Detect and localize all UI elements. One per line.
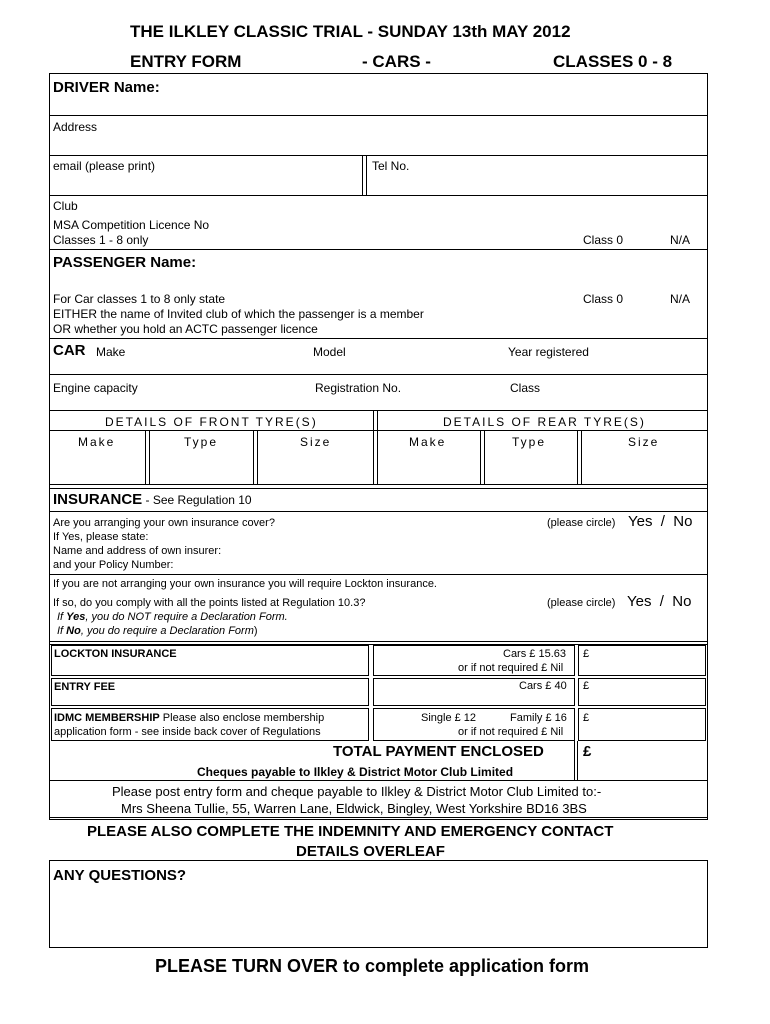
year-label: Year registered	[508, 345, 589, 359]
insurance-title: INSURANCE	[53, 491, 143, 508]
total-pound: £	[583, 743, 592, 760]
idmc-pound: £	[583, 712, 590, 724]
front-type-label: Type	[184, 435, 219, 449]
classes-label: CLASSES 0 - 8	[553, 52, 673, 71]
tel-field[interactable]	[420, 157, 700, 193]
front-make-field[interactable]	[51, 452, 143, 482]
licence-field[interactable]	[230, 216, 570, 246]
passenger-class0-label: Class 0	[583, 292, 624, 306]
rear-size-label: Size	[628, 435, 660, 449]
lockton-insurance-label: LOCKTON INSURANCE	[54, 648, 177, 660]
indemnity-line1: PLEASE ALSO COMPLETE THE INDEMNITY AND EMERGENCY CONTACT	[87, 823, 614, 840]
passenger-name-label: PASSENGER Name:	[53, 254, 197, 271]
passenger-na-label: N/A	[670, 292, 691, 306]
entry-cars-fee: Cars £ 40	[519, 680, 567, 692]
entry-pound: £	[583, 680, 590, 692]
insurer-label: Name and address of own insurer:	[53, 545, 222, 557]
address-label: Address	[53, 120, 98, 134]
registration-label: Registration No.	[315, 381, 402, 395]
indemnity-line2: DETAILS OVERLEAF	[296, 843, 445, 860]
lockton-nil: or if not required £ Nil	[458, 662, 564, 674]
cheques-payable-note: Cheques payable to Ilkley & District Motor Club Limited	[197, 765, 514, 779]
passenger-name-field[interactable]	[220, 252, 700, 286]
front-size-field[interactable]	[259, 452, 371, 482]
front-make-label: Make	[78, 435, 116, 449]
tel-label: Tel No.	[372, 159, 410, 173]
car-year-field[interactable]	[600, 341, 700, 371]
if-no-declaration: If No, you do require a Declaration Form)	[57, 625, 258, 637]
front-tyre-header: DETAILS OF FRONT TYRE(S)	[105, 415, 318, 429]
rear-tyre-header: DETAILS OF REAR TYRE(S)	[443, 415, 646, 429]
entry-form-label: ENTRY FORM	[130, 52, 242, 71]
entry-amount-field[interactable]	[595, 680, 703, 704]
licence-label: MSA Competition Licence No	[53, 218, 210, 232]
insurance-if-yes: If Yes, please state:	[53, 531, 149, 543]
club-label: Club	[53, 199, 78, 213]
insurance-q1: Are you arranging your own insurance cover?	[53, 517, 275, 529]
insurer-field[interactable]	[240, 543, 700, 557]
lockton-cars-fee: Cars £ 15.63	[503, 648, 566, 660]
idmc-membership-label: IDMC MEMBERSHIP Please also enclose membership	[54, 712, 325, 724]
classes-only-label: Classes 1 - 8 only	[53, 233, 149, 247]
policy-label: and your Policy Number:	[53, 559, 174, 571]
insurance-q2: If so, do you comply with all the points listed at Regulation 10.3?	[53, 597, 366, 609]
front-type-field[interactable]	[151, 452, 251, 482]
entry-fee-label: ENTRY FEE	[54, 681, 116, 693]
idmc-amount-field[interactable]	[595, 710, 703, 739]
idmc-family-fee: Family £ 16	[510, 712, 567, 724]
engine-field[interactable]	[150, 377, 305, 407]
idmc-single-fee: Single £ 12	[421, 712, 477, 724]
form-title: THE ILKLEY CLASSIC TRIAL - SUNDAY 13th MAY 2012	[130, 22, 571, 41]
insurance-circle-1: (please circle)	[547, 517, 616, 529]
lockton-amount-field[interactable]	[595, 647, 703, 674]
rear-size-field[interactable]	[583, 452, 706, 482]
car-make-field[interactable]	[135, 341, 305, 371]
insurance-heading	[53, 491, 252, 509]
insurance-circle-2: (please circle)	[547, 597, 616, 609]
passenger-line1: For Car classes 1 to 8 only state	[53, 292, 226, 306]
na-label: N/A	[670, 233, 691, 247]
club-field[interactable]	[90, 197, 700, 213]
rear-make-label: Make	[409, 435, 447, 449]
post-address: Mrs Sheena Tullie, 55, Warren Lane, Eldwick, Bingley, West Yorkshire BD16 3BS	[121, 801, 587, 816]
yes-no-option-2[interactable]: Yes / No	[627, 593, 692, 610]
make-label: Make	[96, 345, 126, 359]
idmc-line2: application form - see inside back cover of Regulations	[54, 726, 321, 738]
yes-no-option-1[interactable]: Yes / No	[628, 513, 693, 530]
total-amount-field[interactable]	[600, 743, 703, 777]
rear-make-field[interactable]	[379, 452, 478, 482]
registration-field[interactable]	[410, 377, 505, 407]
insurance-regulation: - See Regulation 10	[142, 493, 252, 507]
cars-label: - CARS -	[362, 52, 431, 71]
address-field[interactable]	[110, 117, 700, 153]
email-field[interactable]	[170, 157, 360, 193]
questions-field[interactable]	[53, 888, 703, 944]
post-instructions-line1: Please post entry form and cheque payable to Ilkley & District Motor Club Limited to:-	[112, 784, 602, 799]
driver-name-label: DRIVER Name:	[53, 79, 160, 96]
class-field[interactable]	[545, 377, 700, 407]
any-questions-label: ANY QUESTIONS?	[53, 867, 187, 884]
rear-type-label: Type	[512, 435, 547, 449]
driver-name-field[interactable]	[200, 76, 700, 112]
front-size-label: Size	[300, 435, 332, 449]
email-label: email (please print)	[53, 159, 156, 173]
car-label: CAR	[53, 342, 86, 359]
class-label: Class	[510, 381, 541, 395]
model-label: Model	[313, 345, 346, 359]
if-yes-declaration: If Yes, you do NOT require a Declaration Form.	[57, 611, 288, 623]
total-payment-label: TOTAL PAYMENT ENCLOSED	[333, 743, 544, 760]
passenger-line3: OR whether you hold an ACTC passenger licence	[53, 322, 318, 336]
rear-type-field[interactable]	[486, 452, 575, 482]
car-model-field[interactable]	[355, 341, 500, 371]
idmc-nil: or if not required £ Nil	[458, 726, 564, 738]
passenger-line2: EITHER the name of Invited club of which the passenger is a member	[53, 307, 424, 321]
lockton-pound: £	[583, 648, 590, 660]
engine-label: Engine capacity	[53, 381, 138, 395]
class0-label: Class 0	[583, 233, 624, 247]
policy-field[interactable]	[190, 557, 700, 571]
lockton-note: If you are not arranging your own insurance you will require Lockton insurance.	[53, 578, 437, 590]
turn-over-footer: PLEASE TURN OVER to complete application form	[155, 956, 590, 976]
